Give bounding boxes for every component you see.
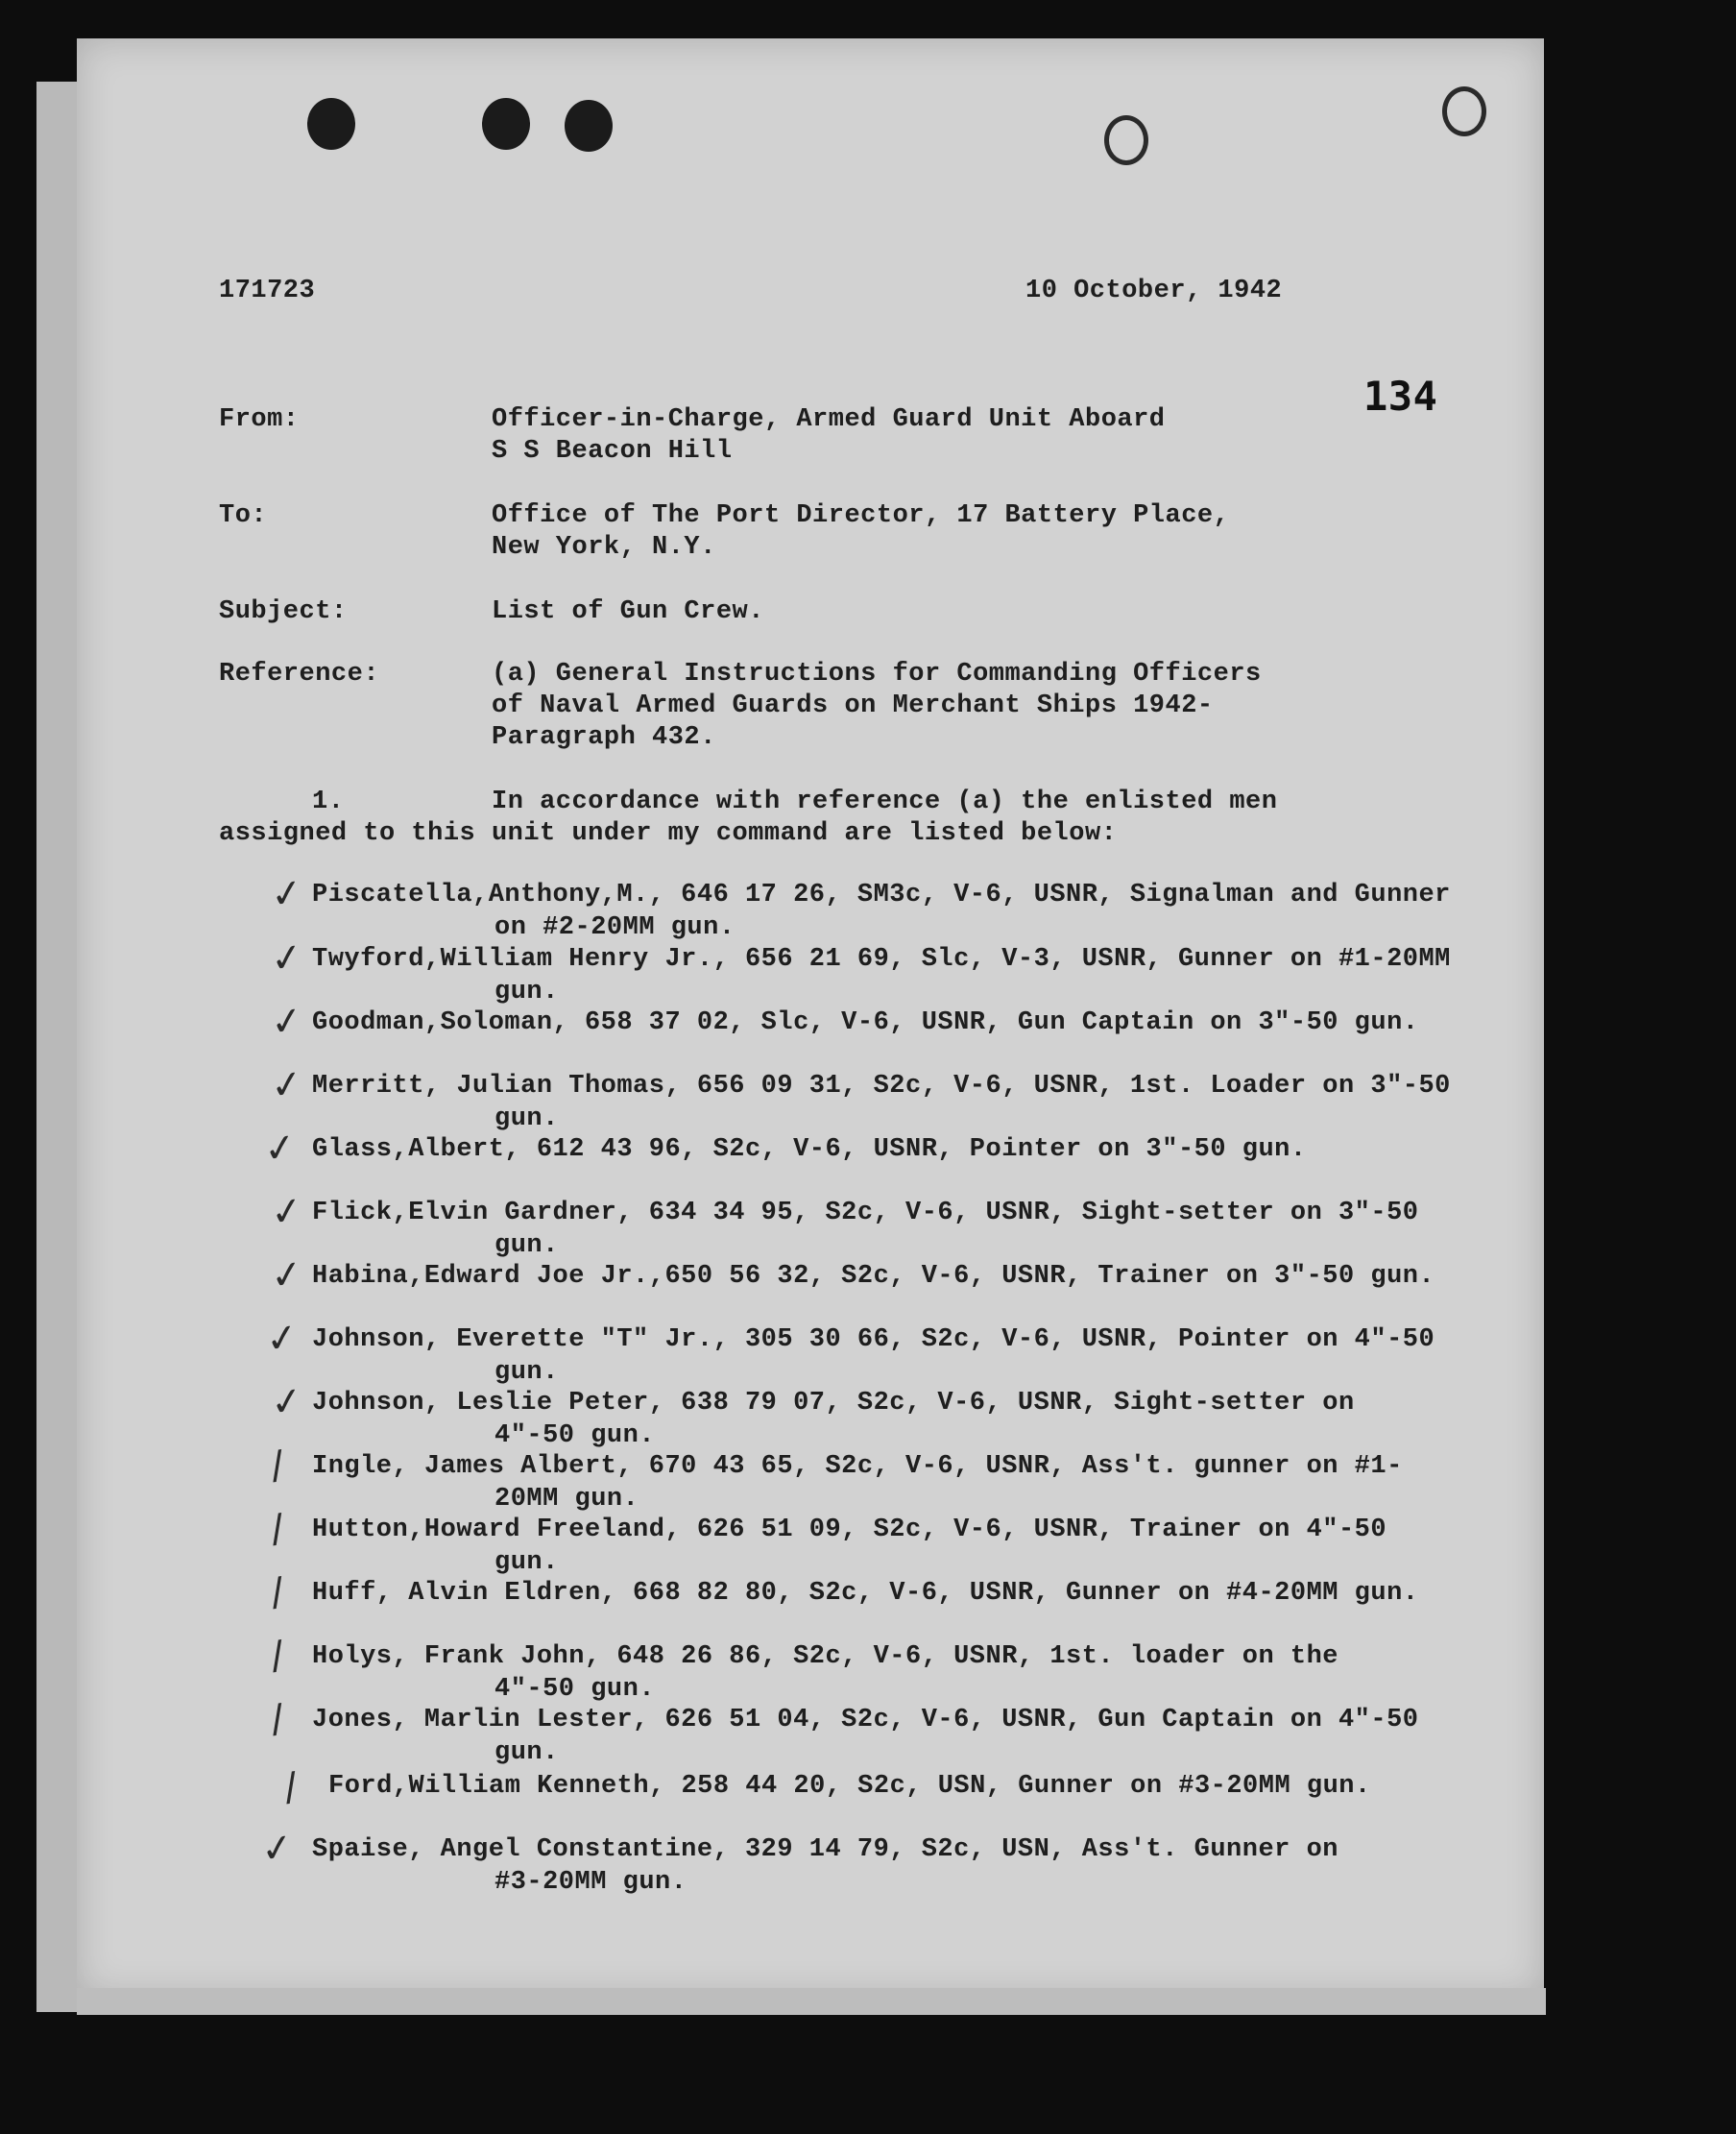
check-mark-icon: ✓ xyxy=(262,1314,301,1364)
crew-entry-line-1: Piscatella,Anthony,M., 646 17 26, SM3c, V-6, USNR, Signalman and Gunner xyxy=(312,881,1451,909)
crew-entry-line-1: Huff, Alvin Eldren, 668 82 80, S2c, V-6, USNR, Gunner on #4-20MM gun. xyxy=(312,1579,1419,1608)
crew-entry-line-1: Johnson, Leslie Peter, 638 79 07, S2c, V-6, USNR, Sight-setter on xyxy=(312,1389,1355,1418)
crew-entry-line-1: Spaise, Angel Constantine, 329 14 79, S2c, USN, Ass't. Gunner on xyxy=(312,1835,1338,1864)
subject-label: Subject: xyxy=(219,597,348,626)
crew-entry xyxy=(312,879,1522,944)
crew-entry xyxy=(312,1514,1522,1579)
punch-hole-2 xyxy=(482,98,530,150)
crew-entry-line-1: Twyford,William Henry Jr., 656 21 69, Slc, V-3, USNR, Gunner on #1-20MM xyxy=(312,945,1451,974)
crew-entry-line-2: on #2-20MM gun. xyxy=(494,913,735,942)
crew-entry-line-1: Flick,Elvin Gardner, 634 34 95, S2c, V-6, USNR, Sight-setter on 3"-50 xyxy=(312,1199,1419,1227)
crew-entry-line-1: Holys, Frank John, 648 26 86, S2c, V-6, USNR, 1st. loader on the xyxy=(312,1642,1338,1671)
crew-entry-line-2: gun. xyxy=(494,1548,559,1577)
crew-entry-line-1: Ford,William Kenneth, 258 44 20, S2c, USN, Gunner on #3-20MM gun. xyxy=(328,1772,1371,1801)
crew-entry xyxy=(312,1387,1522,1452)
crew-entry-line-2: gun. xyxy=(494,1231,559,1260)
crew-entry xyxy=(312,1133,1522,1166)
crew-entry xyxy=(312,1070,1522,1135)
from-line-2: S S Beacon Hill xyxy=(492,437,733,466)
crew-entry-line-1: Habina,Edward Joe Jr.,650 56 32, S2c, V-6, USNR, Trainer on 3"-50 gun. xyxy=(312,1262,1435,1291)
check-mark-icon: / xyxy=(267,1696,287,1742)
check-mark-icon: / xyxy=(267,1569,287,1615)
check-mark-icon: ✓ xyxy=(267,1250,306,1300)
crew-entry-line-1: Johnson, Everette "T" Jr., 305 30 66, S2c, V-6, USNR, Pointer on 4"-50 xyxy=(312,1325,1435,1354)
check-mark-icon: ✓ xyxy=(267,1187,306,1237)
crew-entry-line-2: gun. xyxy=(494,1738,559,1767)
crew-entry-line-1: Merritt, Julian Thomas, 656 09 31, S2c, V-6, USNR, 1st. Loader on 3"-50 xyxy=(312,1072,1451,1101)
crew-entry-line-1: Glass,Albert, 612 43 96, S2c, V-6, USNR, Pointer on 3"-50 gun. xyxy=(312,1135,1307,1164)
crew-entry xyxy=(328,1770,1538,1803)
to-line-1: Office of The Port Director, 17 Battery Place, xyxy=(492,501,1230,530)
paragraph-number: 1. xyxy=(312,788,345,816)
check-mark-icon: / xyxy=(267,1443,287,1489)
reference-line-2: of Naval Armed Guards on Merchant Ships 1942- xyxy=(492,691,1214,720)
crew-entry-line-1: Hutton,Howard Freeland, 626 51 09, S2c, V-6, USNR, Trainer on 4"-50 xyxy=(312,1516,1387,1544)
crew-entry xyxy=(312,1577,1522,1610)
underlying-page-bottom xyxy=(77,1988,1546,2015)
crew-entry xyxy=(312,1006,1522,1039)
crew-entry-line-2: 4"-50 gun. xyxy=(494,1421,656,1450)
from-label: From: xyxy=(219,405,300,434)
crew-entry xyxy=(312,1260,1522,1293)
check-mark-icon: / xyxy=(267,1506,287,1552)
crew-entry-line-2: gun. xyxy=(494,1358,559,1387)
crew-entry-line-1: Jones, Marlin Lester, 626 51 04, S2c, V-6, USNR, Gun Captain on 4"-50 xyxy=(312,1706,1419,1734)
document-date: 10 October, 1942 xyxy=(1025,277,1283,305)
punch-hole-ring-2 xyxy=(1442,86,1486,136)
crew-entry xyxy=(312,1450,1522,1516)
check-mark-icon: / xyxy=(280,1764,301,1810)
crew-entry xyxy=(312,1323,1522,1389)
check-mark-icon: ✓ xyxy=(267,1377,306,1427)
check-mark-icon: ✓ xyxy=(267,997,306,1047)
crew-entry xyxy=(312,943,1522,1008)
punch-hole-3 xyxy=(565,100,613,152)
paragraph-line-2: assigned to this unit under my command are listed below: xyxy=(219,819,1118,848)
reference-line-3: Paragraph 432. xyxy=(492,723,716,752)
reference-label: Reference: xyxy=(219,660,380,689)
to-line-2: New York, N.Y. xyxy=(492,533,716,562)
check-mark-icon: ✓ xyxy=(267,1060,306,1110)
check-mark-icon: / xyxy=(267,1633,287,1679)
crew-entry xyxy=(312,1704,1522,1769)
to-label: To: xyxy=(219,501,268,530)
crew-entry-line-1: Ingle, James Albert, 670 43 65, S2c, V-6, USNR, Ass't. gunner on #1- xyxy=(312,1452,1403,1481)
crew-entry xyxy=(312,1197,1522,1262)
crew-entry-line-2: 4"-50 gun. xyxy=(494,1675,656,1704)
from-line-1: Officer-in-Charge, Armed Guard Unit Aboard xyxy=(492,405,1166,434)
check-mark-icon: ✓ xyxy=(260,1124,300,1174)
reference-line-1: (a) General Instructions for Commanding Officers xyxy=(492,660,1262,689)
subject-text: List of Gun Crew. xyxy=(492,597,764,626)
punch-hole-ring-1 xyxy=(1104,115,1148,165)
check-mark-icon: ✓ xyxy=(257,1824,297,1874)
check-mark-icon: ✓ xyxy=(267,869,306,919)
crew-entry-line-2: #3-20MM gun. xyxy=(494,1868,687,1897)
file-number: 171723 xyxy=(219,277,316,305)
paragraph-line-1: In accordance with reference (a) the enlisted men xyxy=(492,788,1278,816)
page-number: 134 xyxy=(1363,373,1438,420)
crew-entry xyxy=(312,1640,1522,1706)
crew-entry xyxy=(312,1833,1522,1899)
punch-hole-1 xyxy=(307,98,355,150)
crew-entry-line-2: 20MM gun. xyxy=(494,1485,639,1514)
crew-entry-line-2: gun. xyxy=(494,978,559,1006)
crew-entry-line-1: Goodman,Soloman, 658 37 02, Slc, V-6, USNR, Gun Captain on 3"-50 gun. xyxy=(312,1008,1419,1037)
crew-entry-line-2: gun. xyxy=(494,1104,559,1133)
check-mark-icon: ✓ xyxy=(267,934,306,983)
